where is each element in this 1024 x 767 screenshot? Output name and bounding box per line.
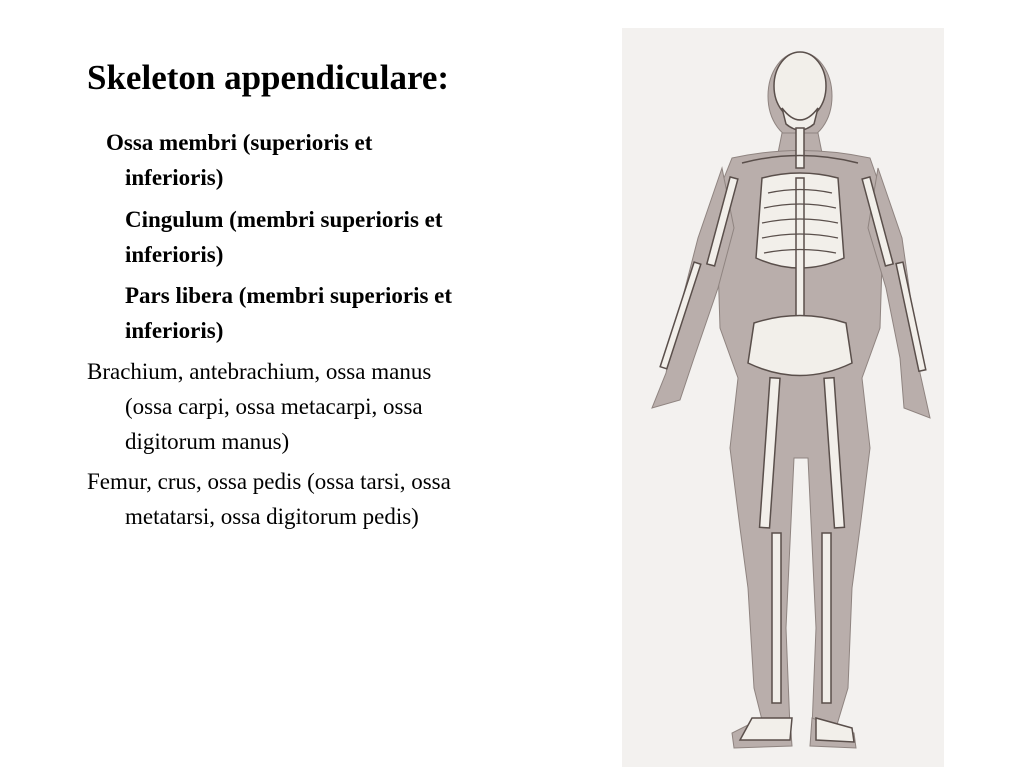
list-item-cingulum <box>125 202 545 272</box>
list-item-line: Ossa membri (superioris et <box>106 130 373 155</box>
list-item-femur <box>87 464 547 534</box>
list-item-ossa-membri <box>106 125 506 195</box>
list-item-line: Femur, crus, ossa pedis (ossa tarsi, ossa <box>87 469 451 494</box>
list-item-line: (ossa carpi, ossa metacarpi, ossa <box>125 394 423 419</box>
slide-title: Skeleton appendiculare: <box>87 58 450 97</box>
list-item-line: inferioris) <box>125 318 224 343</box>
list-item-line: Pars libera (membri superioris et <box>125 283 453 308</box>
list-item-line: inferioris) <box>125 242 224 267</box>
list-item-line: digitorum manus) <box>125 429 290 454</box>
skeleton-drawing <box>622 28 944 767</box>
list-item-pars-libera <box>125 278 545 348</box>
list-item-line: inferioris) <box>125 165 224 190</box>
skeleton-illustration <box>622 28 944 767</box>
list-item-line: Brachium, antebrachium, ossa manus <box>87 359 432 384</box>
list-item-brachium <box>87 354 547 459</box>
list-item-line: metatarsi, ossa digitorum pedis) <box>125 504 419 529</box>
list-item-line: Cingulum (membri superioris et <box>125 207 443 232</box>
